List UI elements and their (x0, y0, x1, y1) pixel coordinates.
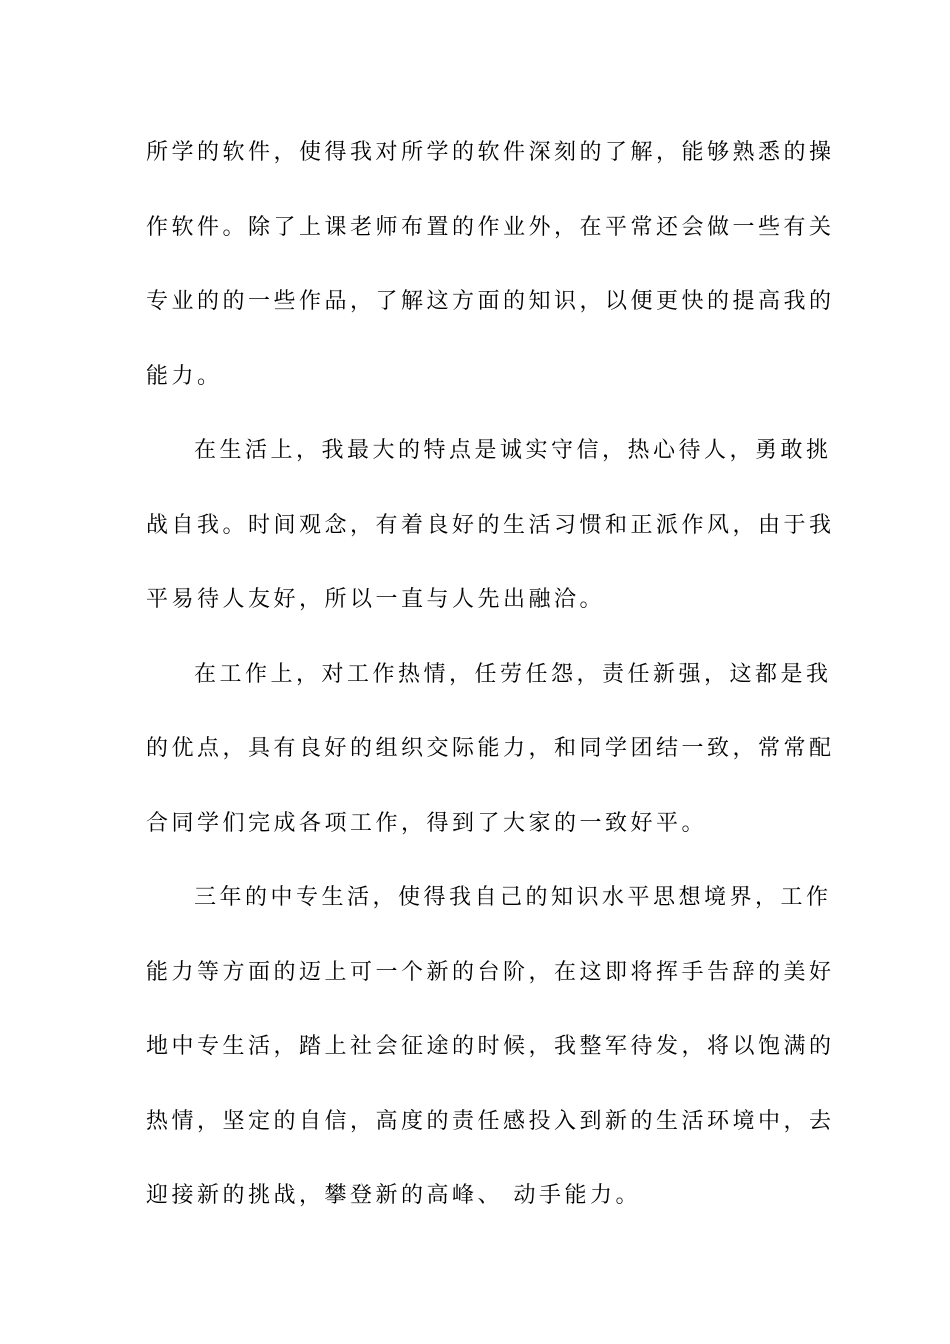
text-line: 的优点，具有良好的组织交际能力，和同学团结一致，常常配 (146, 736, 835, 761)
text-line: 能力。 (146, 363, 223, 389)
text-line: 在生活上，我最大的特点是诚实守信，热心待人，勇敢挑 (194, 438, 832, 463)
text-line: 专业的的一些作品，了解这方面的知识，以便更快的提高我的 (146, 289, 835, 314)
text-line: 在工作上，对工作热情，任劳任怨，责任新强，这都是我 (194, 661, 832, 687)
text-line: 所学的软件，使得我对所学的软件深刻的了解，能够熟悉的操 (146, 140, 835, 165)
text-line: 能力等方面的迈上可一个新的台阶，在这即将挥手告辞的美好 (146, 959, 835, 985)
paragraph-4 (146, 871, 835, 1244)
paragraph-2 (146, 424, 835, 648)
text-line: 平易待人友好，所以一直与人先出融洽。 (146, 587, 606, 612)
text-line: 战自我。时间观念，有着良好的生活习惯和正派作风，由于我 (146, 512, 835, 538)
paragraph-1 (146, 126, 835, 424)
paragraph-3 (146, 648, 835, 872)
text-line: 迎接新的挑战，攀登新的高峰、 动手能力。 (146, 1183, 641, 1208)
text-line: 地中专生活，踏上社会征途的时候，我整军待发，将以饱满的 (146, 1034, 835, 1059)
text-line: 作软件。除了上课老师布置的作业外，在平常还会做一些有关 (146, 214, 835, 240)
text-line: 三年的中专生活，使得我自己的知识水平思想境界，工作 (194, 885, 832, 910)
document-body (146, 126, 835, 1244)
text-line: 热情，坚定的自信，高度的责任感投入到新的生活环境中，去 (146, 1108, 835, 1134)
text-line: 合同学们完成各项工作，得到了大家的一致好平。 (146, 810, 708, 836)
